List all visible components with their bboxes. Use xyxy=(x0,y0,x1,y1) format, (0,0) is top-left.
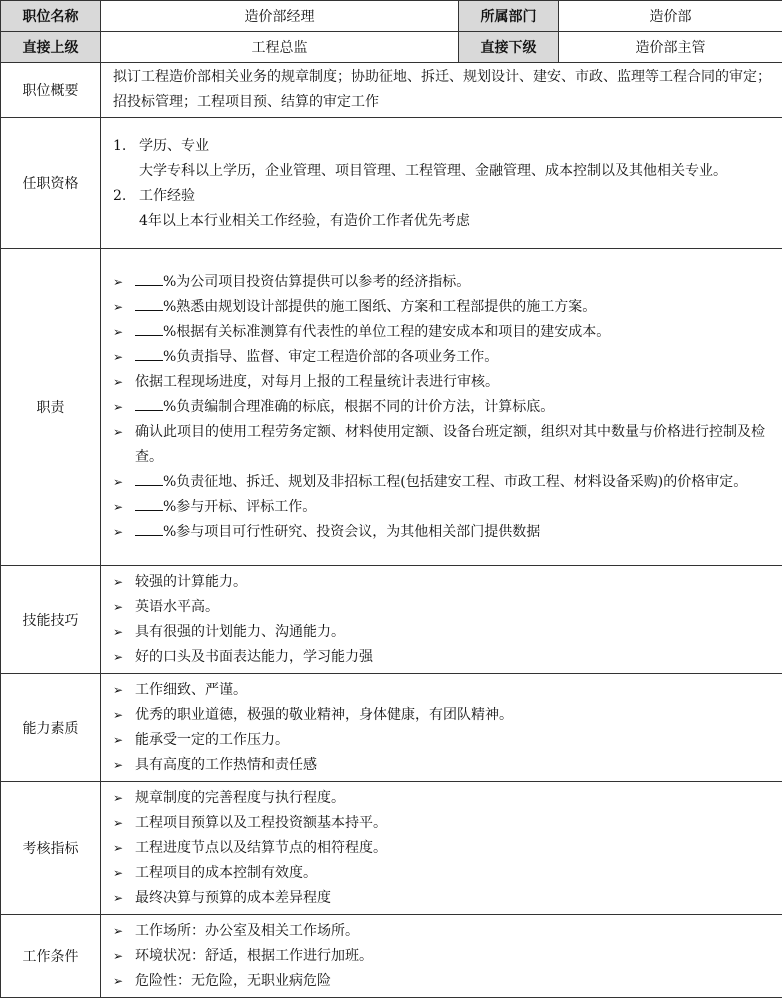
abilities-list xyxy=(101,674,782,782)
superior-value: 工程总监 xyxy=(101,32,459,63)
header-row-1 xyxy=(1,1,782,32)
abilities-item-text: 能承受一定的工作压力。 xyxy=(135,732,289,748)
skills-item xyxy=(113,645,774,670)
arrow-bullet-icon: ➢ xyxy=(113,758,124,772)
skills-row xyxy=(1,566,782,674)
arrow-bullet-icon: ➢ xyxy=(113,816,124,830)
arrow-bullet-icon: ➢ xyxy=(113,791,124,805)
skills-list xyxy=(101,566,782,674)
kpi-item-text: 最终决算与预算的成本差异程度 xyxy=(135,890,331,906)
arrow-bullet-icon: ➢ xyxy=(113,841,124,855)
kpi-list xyxy=(101,782,782,915)
kpi-item-text: 工程项目的成本控制有效度。 xyxy=(135,865,317,881)
qualification-title xyxy=(113,134,774,159)
subordinate-value: 造价部主管 xyxy=(559,32,782,63)
arrow-bullet-icon: ➢ xyxy=(113,924,124,938)
qualification-title-text: 学历、专业 xyxy=(139,137,209,154)
percentage-blank xyxy=(135,521,163,536)
arrow-bullet-icon: ➢ xyxy=(113,400,124,414)
qualification-title xyxy=(113,184,774,209)
duties-item xyxy=(113,520,774,545)
abilities-item xyxy=(113,753,774,778)
qualification-number: 1. xyxy=(113,137,127,154)
kpi-item-text: 规章制度的完善程度与执行程度。 xyxy=(135,790,345,806)
arrow-bullet-icon: ➢ xyxy=(113,650,124,664)
skills-label: 技能技巧 xyxy=(1,566,101,674)
kpi-item xyxy=(113,836,774,861)
duties-item-text: %负责征地、拆迁、规划及非招标工程(包括建安工程、市政工程、材料设备采购)的价格审定。 xyxy=(163,474,748,490)
qualifications-content xyxy=(101,118,782,249)
arrow-bullet-icon: ➢ xyxy=(113,625,124,639)
conditions-item-text: 环境状况：舒适，根据工作进行加班。 xyxy=(135,948,373,964)
conditions-item xyxy=(113,919,774,944)
duties-item xyxy=(113,270,774,295)
arrow-bullet-icon: ➢ xyxy=(113,525,124,539)
abilities-item xyxy=(113,678,774,703)
duties-item-text: 确认此项目的使用工程劳务定额、材料使用定额、设备台班定额，组织对其中数量与价格进行控制及检查。 xyxy=(135,424,765,465)
kpi-item xyxy=(113,861,774,886)
duties-item xyxy=(113,370,774,395)
arrow-bullet-icon: ➢ xyxy=(113,600,124,614)
abilities-item xyxy=(113,728,774,753)
arrow-bullet-icon: ➢ xyxy=(113,866,124,880)
kpi-item xyxy=(113,811,774,836)
abilities-item-text: 优秀的职业道德，极强的敬业精神，身体健康，有团队精神。 xyxy=(135,707,513,723)
qualification-title-text: 工作经验 xyxy=(139,187,195,204)
duties-item-text: %为公司项目投资估算提供可以参考的经济指标。 xyxy=(163,274,471,290)
qualifications-label: 任职资格 xyxy=(1,118,101,249)
superior-label: 直接上级 xyxy=(1,32,101,63)
kpi-item-text: 工程项目预算以及工程投资额基本持平。 xyxy=(135,815,387,831)
duties-label: 职责 xyxy=(1,249,101,566)
conditions-item-text: 工作场所：办公室及相关工作场所。 xyxy=(135,923,359,939)
duties-item-text: %熟悉由规划设计部提供的施工图纸、方案和工程部提供的施工方案。 xyxy=(163,299,597,315)
skills-item-text: 较强的计算能力。 xyxy=(135,574,247,590)
duties-item xyxy=(113,320,774,345)
percentage-blank xyxy=(135,321,163,336)
duties-item xyxy=(113,345,774,370)
duties-item-text: %负责指导、监督、审定工程造价部的各项业务工作。 xyxy=(163,349,499,365)
skills-item-text: 好的口头及书面表达能力，学习能力强 xyxy=(135,649,373,665)
percentage-blank xyxy=(135,296,163,311)
arrow-bullet-icon: ➢ xyxy=(113,949,124,963)
arrow-bullet-icon: ➢ xyxy=(113,500,124,514)
duties-list xyxy=(101,249,782,566)
summary-row xyxy=(1,63,782,118)
skills-item-text: 英语水平高。 xyxy=(135,599,219,615)
kpi-item-text: 工程进度节点以及结算节点的相符程度。 xyxy=(135,840,387,856)
kpi-item xyxy=(113,886,774,911)
duties-item xyxy=(113,395,774,420)
conditions-item xyxy=(113,969,774,994)
percentage-blank xyxy=(135,346,163,361)
kpi-item xyxy=(113,786,774,811)
skills-item-text: 具有很强的计划能力、沟通能力。 xyxy=(135,624,345,640)
abilities-row xyxy=(1,674,782,782)
duties-item xyxy=(113,495,774,520)
conditions-item xyxy=(113,944,774,969)
abilities-item-text: 具有高度的工作热情和责任感 xyxy=(135,757,317,773)
conditions-row xyxy=(1,915,782,998)
duties-item-text: %负责编制合理准确的标底，根据不同的计价方法，计算标底。 xyxy=(163,399,555,415)
abilities-item xyxy=(113,703,774,728)
arrow-bullet-icon: ➢ xyxy=(113,475,124,489)
arrow-bullet-icon: ➢ xyxy=(113,425,124,439)
arrow-bullet-icon: ➢ xyxy=(113,974,124,988)
arrow-bullet-icon: ➢ xyxy=(113,375,124,389)
duties-row xyxy=(1,249,782,566)
percentage-blank xyxy=(135,396,163,411)
qualification-text: 4年以上本行业相关工作经验，有造价工作者优先考虑 xyxy=(139,212,470,229)
percentage-blank xyxy=(135,471,163,486)
duties-item xyxy=(113,470,774,495)
arrow-bullet-icon: ➢ xyxy=(113,683,124,697)
qualification-number: 2. xyxy=(113,187,127,204)
summary-text: 拟订工程造价部相关业务的规章制度；协助征地、拆迁、规划设计、建安、市政、监理等工程合同的审定；招投标管理；工程项目预、结算的审定工作 xyxy=(101,63,782,118)
arrow-bullet-icon: ➢ xyxy=(113,300,124,314)
header-row-2 xyxy=(1,32,782,63)
kpi-row xyxy=(1,782,782,915)
duties-item xyxy=(113,420,774,470)
abilities-item-text: 工作细致、严谨。 xyxy=(135,682,247,698)
position-name-label: 职位名称 xyxy=(1,1,101,32)
qualification-text: 大学专科以上学历，企业管理、项目管理、工程管理、金融管理、成本控制以及其他相关专业。 xyxy=(139,162,727,179)
kpi-label: 考核指标 xyxy=(1,782,101,915)
percentage-blank xyxy=(135,271,163,286)
arrow-bullet-icon: ➢ xyxy=(113,350,124,364)
skills-item xyxy=(113,570,774,595)
conditions-label: 工作条件 xyxy=(1,915,101,998)
percentage-blank xyxy=(135,496,163,511)
arrow-bullet-icon: ➢ xyxy=(113,891,124,905)
arrow-bullet-icon: ➢ xyxy=(113,708,124,722)
abilities-label: 能力素质 xyxy=(1,674,101,782)
department-value: 造价部 xyxy=(559,1,782,32)
position-name-value: 造价部经理 xyxy=(101,1,459,32)
skills-item xyxy=(113,620,774,645)
duties-item-text: %根据有关标准测算有代表性的单位工程的建安成本和项目的建安成本。 xyxy=(163,324,611,340)
subordinate-label: 直接下级 xyxy=(459,32,559,63)
duties-item-text: %参与项目可行性研究、投资会议，为其他相关部门提供数据 xyxy=(163,524,541,540)
duties-item xyxy=(113,295,774,320)
duties-item-text: %参与开标、评标工作。 xyxy=(163,499,317,515)
qualifications-row xyxy=(1,118,782,249)
conditions-item-text: 危险性：无危险，无职业病危险 xyxy=(135,973,331,989)
arrow-bullet-icon: ➢ xyxy=(113,275,124,289)
arrow-bullet-icon: ➢ xyxy=(113,733,124,747)
skills-item xyxy=(113,595,774,620)
duties-item-text: 依据工程现场进度，对每月上报的工程量统计表进行审核。 xyxy=(135,374,499,390)
arrow-bullet-icon: ➢ xyxy=(113,325,124,339)
department-label: 所属部门 xyxy=(459,1,559,32)
summary-label: 职位概要 xyxy=(1,63,101,118)
arrow-bullet-icon: ➢ xyxy=(113,575,124,589)
conditions-list xyxy=(101,915,782,998)
